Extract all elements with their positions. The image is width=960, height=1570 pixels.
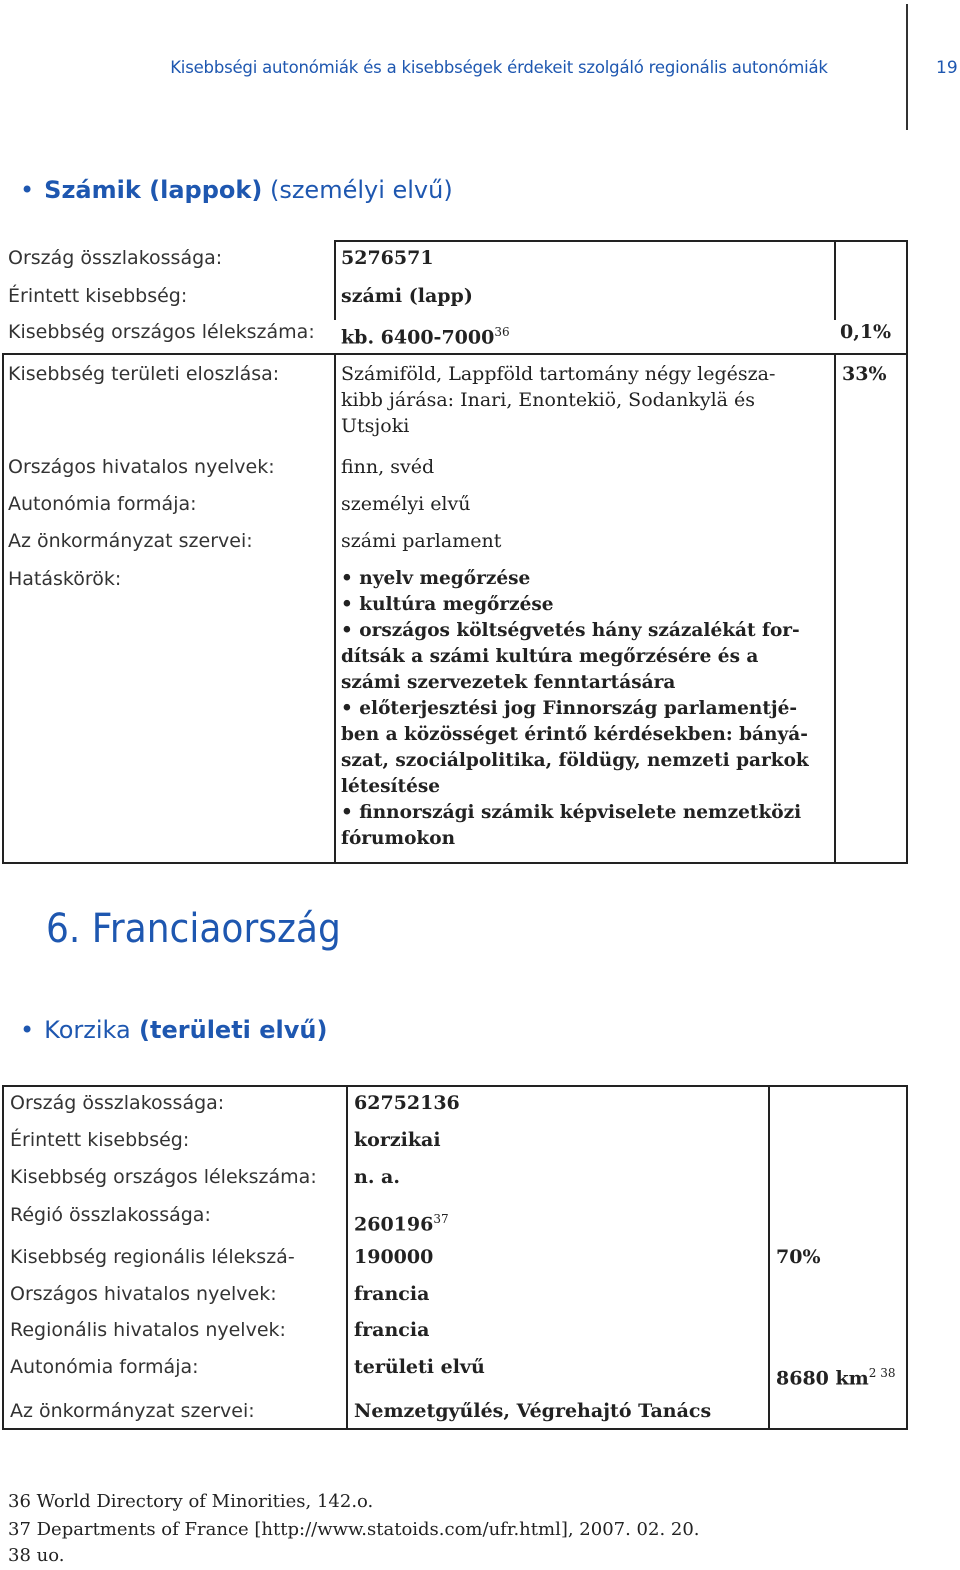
footnote-ref-38: 2 38 xyxy=(868,1366,896,1380)
value-bodies: számi parlament xyxy=(341,530,502,552)
table-border-top xyxy=(2,1085,908,1087)
powers-line: • nyelv megőrzése xyxy=(341,568,531,589)
table-col-divider-b xyxy=(768,1085,770,1430)
label-region-population: Régió összlakossága: xyxy=(10,1204,211,1226)
value-form: személyi elvű xyxy=(341,493,471,515)
label-distribution: Kisebbség területi eloszlása: xyxy=(8,363,280,385)
section-title-sami xyxy=(20,176,453,204)
powers-line: számi szervezetek fenntartására xyxy=(341,672,676,693)
header-divider xyxy=(906,4,908,130)
label-bodies: Az önkormányzat szervei: xyxy=(10,1400,255,1422)
table-border-right xyxy=(906,240,908,864)
label-population: Ország összlakossága: xyxy=(8,247,223,269)
value-bodies: Nemzetgyűlés, Végrehajtó Tanács xyxy=(354,1400,712,1422)
value-form: területi elvű xyxy=(354,1356,485,1378)
value-minority: korzikai xyxy=(354,1129,441,1151)
powers-line: dítsák a számi kultúra megőrzésére és a xyxy=(341,646,759,667)
label-minority: Érintett kisebbség: xyxy=(8,285,188,307)
label-regional-languages: Regionális hivatalos nyelvek: xyxy=(10,1319,286,1341)
value-regional-headcount-pct: 70% xyxy=(776,1246,821,1268)
powers-line: • finnországi számik képviselete nemzetközi xyxy=(341,802,802,823)
running-title: Kisebbségi autonómiák és a kisebbségek érdekeit szolgáló regionális autonómiák xyxy=(170,58,828,77)
powers-line: • kultúra megőrzése xyxy=(341,594,554,615)
value-distribution-pct: 33% xyxy=(842,363,887,385)
table-col-divider-a xyxy=(334,240,336,320)
section-title-plain: Korzika xyxy=(44,1016,131,1044)
label-headcount: Kisebbség országos lélekszáma: xyxy=(8,321,315,343)
value-headcount: n. a. xyxy=(354,1166,400,1188)
powers-line: ben a közösséget érintő kérdésekben: bányá- xyxy=(341,724,808,745)
headcount-text: kb. 6400-7000 xyxy=(341,326,495,349)
label-regional-headcount: Kisebbség regionális lélekszá- xyxy=(10,1246,295,1268)
value-powers xyxy=(341,566,833,852)
table-col-divider-b xyxy=(334,353,336,864)
table-col-divider-a xyxy=(346,1085,348,1430)
powers-line: létesítése xyxy=(341,776,441,797)
table-col-divider-d xyxy=(834,353,836,864)
value-region-population xyxy=(354,1206,449,1237)
distribution-line: Utsjoki xyxy=(341,415,410,437)
value-languages: finn, svéd xyxy=(341,456,435,478)
table-border-top xyxy=(334,240,908,242)
label-form: Autonómia formája: xyxy=(8,493,197,515)
label-bodies: Az önkormányzat szervei: xyxy=(8,530,253,552)
region-population-text: 260196 xyxy=(354,1213,434,1236)
value-minority: számi (lapp) xyxy=(341,285,473,307)
page-number: 19 xyxy=(936,58,958,78)
label-population: Ország összlakossága: xyxy=(10,1092,225,1114)
distribution-line: kibb járása: Inari, Enontekiö, Sodankylä és xyxy=(341,389,756,411)
table-col-divider-c xyxy=(834,240,836,320)
footnote-ref-36: 36 xyxy=(494,325,510,339)
section-title-bold: (területi elvű) xyxy=(130,1016,328,1044)
area-text: 8680 km xyxy=(776,1367,869,1390)
powers-line: szat, szociálpolitika, földügy, nemzeti parkok xyxy=(341,750,809,771)
footnote-ref-37: 37 xyxy=(433,1212,449,1226)
label-languages: Országos hivatalos nyelvek: xyxy=(8,456,275,478)
bullet-icon: • xyxy=(20,176,35,204)
value-distribution xyxy=(341,361,831,439)
table-border-left xyxy=(2,1085,4,1430)
label-form: Autonómia formája: xyxy=(10,1356,199,1378)
value-regional-languages: francia xyxy=(354,1319,430,1341)
table-border-bottom xyxy=(2,1428,908,1430)
table-divider xyxy=(2,353,908,355)
value-regional-headcount: 190000 xyxy=(354,1246,434,1268)
value-population: 5276571 xyxy=(341,247,434,269)
table-border-bottom xyxy=(2,862,908,864)
powers-line: fórumokon xyxy=(341,828,456,849)
label-headcount: Kisebbség országos lélekszáma: xyxy=(10,1166,317,1188)
chapter-heading: 6. Franciaország xyxy=(46,906,341,952)
table-border-right xyxy=(906,1085,908,1430)
table-border-left xyxy=(2,353,4,864)
value-area xyxy=(776,1360,895,1391)
label-national-languages: Országos hivatalos nyelvek: xyxy=(10,1283,277,1305)
section-title-bold: Számik (lappok) xyxy=(44,176,263,204)
value-population: 62752136 xyxy=(354,1092,460,1114)
footnote-38: 38 uo. xyxy=(8,1545,65,1566)
label-powers: Hatáskörök: xyxy=(8,568,122,590)
powers-line: • előterjesztési jog Finnország parlamentjé- xyxy=(341,698,798,719)
footnote-36: 36 World Directory of Minorities, 142.o. xyxy=(8,1491,374,1512)
value-headcount xyxy=(341,319,510,350)
bullet-icon: • xyxy=(20,1016,35,1044)
footnote-37: 37 Departments of France [http://www.statoids.com/ufr.html], 2007. 02. 20. xyxy=(8,1519,700,1540)
value-national-languages: francia xyxy=(354,1283,430,1305)
distribution-line: Számiföld, Lappföld tartomány négy legésza- xyxy=(341,363,776,385)
section-title-korzika xyxy=(20,1016,327,1044)
section-title-rest: (személyi elvű) xyxy=(262,176,453,204)
value-headcount-pct: 0,1% xyxy=(840,321,892,343)
powers-line: • országos költségvetés hány százalékát for- xyxy=(341,620,800,641)
label-minority: Érintett kisebbség: xyxy=(10,1129,190,1151)
